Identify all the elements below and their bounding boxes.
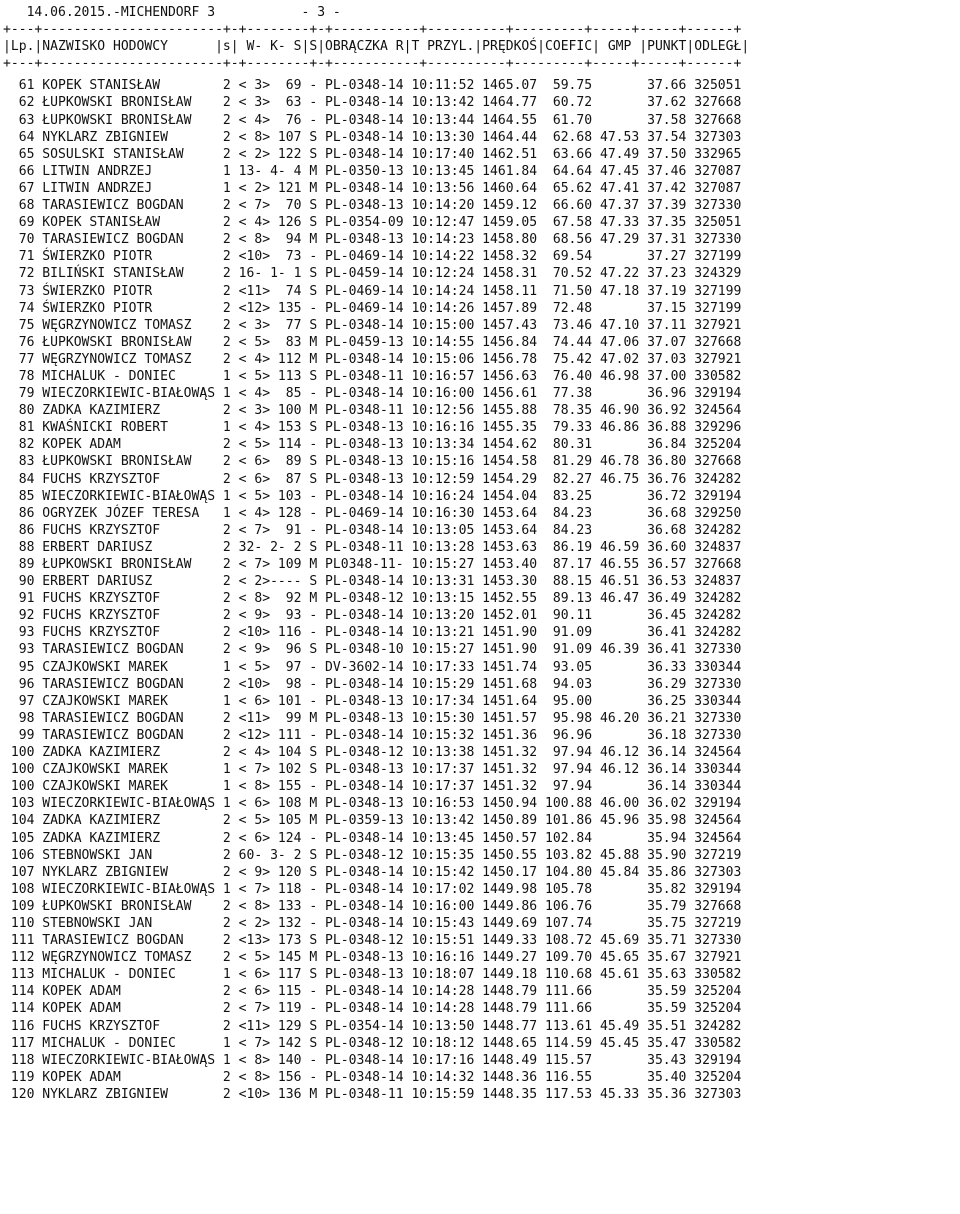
page-heading: 14.06.2015.-MICHENDORF 3 - 3 -: [3, 5, 341, 20]
table-row: 95 CZAJKOWSKI MAREK 1 < 5> 97 - DV-3602-14 10:17:33 1451.74 93.05 36.33 330344: [3, 659, 742, 675]
table-row: 73 ŚWIERZKO PIOTR 2 <11> 74 S PL-0469-14 10:14:24 1458.11 71.50 47.18 37.19 327199: [3, 283, 742, 299]
table-row: 100 CZAJKOWSKI MAREK 1 < 8> 155 - PL-0348-14 10:17:37 1451.32 97.94 36.14 330344: [3, 779, 742, 795]
column-header-row: |Lp.|NAZWISKO HODOWCY |s| W- K- S|S|OBRĄCZKA R|T PRZYL.|PRĘDKOŚ|COEFIC| GMP |PUNKT|ODLEGŁ|: [3, 39, 750, 55]
table-row: 114 KOPEK ADAM 2 < 6> 115 - PL-0348-14 10:14:28 1448.79 111.66 35.59 325204: [3, 984, 742, 1000]
table-row: 81 KWAŚNICKI ROBERT 1 < 4> 153 S PL-0348-13 10:16:16 1455.35 79.33 46.86 36.88 329296: [3, 420, 742, 436]
table-row: 83 ŁUPKOWSKI BRONISŁAW 2 < 6> 89 S PL-0348-13 10:15:16 1454.58 81.29 46.78 36.80 327668: [3, 454, 742, 470]
table-row: 86 OGRYZEK JÓZEF TERESA 1 < 4> 128 - PL-0469-14 10:16:30 1453.64 84.23 36.68 329250: [3, 505, 742, 521]
table-row: 63 ŁUPKOWSKI BRONISŁAW 2 < 4> 76 - PL-0348-14 10:13:44 1464.55 61.70 37.58 327668: [3, 112, 742, 128]
table-row: 77 WĘGRZYNOWICZ TOMASZ 2 < 4> 112 M PL-0348-14 10:15:06 1456.78 75.42 47.02 37.03 327921: [3, 351, 742, 367]
table-row: 82 KOPEK ADAM 2 < 5> 114 - PL-0348-13 10:13:34 1454.62 80.31 36.84 325204: [3, 437, 742, 453]
table-row: 86 FUCHS KRZYSZTOF 2 < 7> 91 - PL-0348-14 10:13:05 1453.64 84.23 36.68 324282: [3, 522, 742, 538]
table-row: 106 STEBNOWSKI JAN 2 60- 3- 2 S PL-0348-12 10:15:35 1450.55 103.82 45.88 35.90 327219: [3, 847, 742, 863]
table-row: 78 MICHALUK - DONIEC 1 < 5> 113 S PL-0348-11 10:16:57 1456.63 76.40 46.98 37.00 330582: [3, 368, 742, 384]
results-sheet: [3, 4, 749, 1103]
table-row: 107 NYKLARZ ZBIGNIEW 2 < 9> 120 S PL-0348-14 10:15:42 1450.17 104.80 45.84 35.86 327303: [3, 864, 742, 880]
table-row: 69 KOPEK STANISŁAW 2 < 4> 126 S PL-0354-09 10:12:47 1459.05 67.58 47.33 37.35 325051: [3, 215, 742, 231]
table-row: 61 KOPEK STANISŁAW 2 < 3> 69 - PL-0348-14 10:11:52 1465.07 59.75 37.66 325051: [3, 78, 742, 94]
table-row: 119 KOPEK ADAM 2 < 8> 156 - PL-0348-14 10:14:32 1448.36 116.55 35.40 325204: [3, 1069, 742, 1085]
results-table-body: [3, 77, 749, 1103]
table-row: 97 CZAJKOWSKI MAREK 1 < 6> 101 - PL-0348-13 10:17:34 1451.64 95.00 36.25 330344: [3, 693, 742, 709]
table-row: 85 WIECZORKIEWIC-BIAŁOWĄS 1 < 5> 103 - PL-0348-14 10:16:24 1454.04 83.25 36.72 329194: [3, 488, 742, 504]
table-row: 84 FUCHS KRZYSZTOF 2 < 6> 87 S PL-0348-13 10:12:59 1454.29 82.27 46.75 36.76 324282: [3, 471, 742, 487]
table-row: 100 CZAJKOWSKI MAREK 1 < 7> 102 S PL-0348-13 10:17:37 1451.32 97.94 46.12 36.14 330344: [3, 762, 742, 778]
table-row: 109 ŁUPKOWSKI BRONISŁAW 2 < 8> 133 - PL-0348-14 10:16:00 1449.86 106.76 35.79 327668: [3, 898, 742, 914]
table-row: 88 ERBERT DARIUSZ 2 32- 2- 2 S PL-0348-11 10:13:28 1453.63 86.19 46.59 36.60 324837: [3, 539, 742, 555]
table-row: 91 FUCHS KRZYSZTOF 2 < 8> 92 M PL-0348-12 10:13:15 1452.55 89.13 46.47 36.49 324282: [3, 591, 742, 607]
table-row: 114 KOPEK ADAM 2 < 7> 119 - PL-0348-14 10:14:28 1448.79 111.66 35.59 325204: [3, 1001, 742, 1017]
table-row: 62 ŁUPKOWSKI BRONISŁAW 2 < 3> 63 - PL-0348-14 10:13:42 1464.77 60.72 37.62 327668: [3, 95, 742, 111]
table-row: 108 WIECZORKIEWIC-BIAŁOWĄS 1 < 7> 118 - PL-0348-14 10:17:02 1449.98 105.78 35.82 329194: [3, 881, 742, 897]
table-row: 111 TARASIEWICZ BOGDAN 2 <13> 173 S PL-0348-12 10:15:51 1449.33 108.72 45.69 35.71 327330: [3, 933, 742, 949]
table-row: 92 FUCHS KRZYSZTOF 2 < 9> 93 - PL-0348-14 10:13:20 1452.01 90.11 36.45 324282: [3, 608, 742, 624]
table-row: 64 NYKLARZ ZBIGNIEW 2 < 8> 107 S PL-0348-14 10:13:30 1464.44 62.68 47.53 37.54 327303: [3, 129, 742, 145]
table-row: 96 TARASIEWICZ BOGDAN 2 <10> 98 - PL-0348-14 10:15:29 1451.68 94.03 36.29 327330: [3, 676, 742, 692]
table-row: 98 TARASIEWICZ BOGDAN 2 <11> 99 M PL-0348-13 10:15:30 1451.57 95.98 46.20 36.21 327330: [3, 710, 742, 726]
table-row: 76 ŁUPKOWSKI BRONISŁAW 2 < 5> 83 M PL-0459-13 10:14:55 1456.84 74.44 47.06 37.07 327668: [3, 334, 742, 350]
table-row: 74 ŚWIERZKO PIOTR 2 <12> 135 - PL-0469-14 10:14:26 1457.89 72.48 37.15 327199: [3, 300, 742, 316]
table-rule-bottom: +---+-----------------------+-+--------+-+-----------+----------+---------+-----+-----+------+: [3, 56, 742, 72]
table-row: 90 ERBERT DARIUSZ 2 < 2>---- S PL-0348-14 10:13:31 1453.30 88.15 46.51 36.53 324837: [3, 574, 742, 590]
table-row: 80 ZADKA KAZIMIERZ 2 < 3> 100 M PL-0348-11 10:12:56 1455.88 78.35 46.90 36.92 324564: [3, 403, 742, 419]
table-row: 89 ŁUPKOWSKI BRONISŁAW 2 < 7> 109 M PL0348-11- 10:15:27 1453.40 87.17 46.55 36.57 327668: [3, 557, 742, 572]
table-row: 71 ŚWIERZKO PIOTR 2 <10> 73 - PL-0469-14 10:14:22 1458.32 69.54 37.27 327199: [3, 249, 742, 265]
table-row: 112 WĘGRZYNOWICZ TOMASZ 2 < 5> 145 M PL-0348-13 10:16:16 1449.27 109.70 45.65 35.67 327921: [3, 950, 742, 966]
table-row: 93 TARASIEWICZ BOGDAN 2 < 9> 96 S PL-0348-10 10:15:27 1451.90 91.09 46.39 36.41 327330: [3, 642, 742, 658]
table-row: 70 TARASIEWICZ BOGDAN 2 < 8> 94 M PL-0348-13 10:14:23 1458.80 68.56 47.29 37.31 327330: [3, 232, 742, 248]
table-row: 104 ZADKA KAZIMIERZ 2 < 5> 105 M PL-0359-13 10:13:42 1450.89 101.86 45.96 35.98 324564: [3, 813, 742, 829]
table-row: 72 BILIŃSKI STANISŁAW 2 16- 1- 1 S PL-0459-14 10:12:24 1458.31 70.52 47.22 37.23 324329: [3, 266, 742, 282]
table-row: 65 SOSULSKI STANISŁAW 2 < 2> 122 S PL-0348-14 10:17:40 1462.51 63.66 47.49 37.50 332965: [3, 146, 742, 162]
table-row: 68 TARASIEWICZ BOGDAN 2 < 7> 70 S PL-0348-13 10:14:20 1459.12 66.60 47.37 37.39 327330: [3, 198, 742, 214]
table-row: 113 MICHALUK - DONIEC 1 < 6> 117 S PL-0348-13 10:18:07 1449.18 110.68 45.61 35.63 330582: [3, 967, 742, 983]
table-row: 93 FUCHS KRZYSZTOF 2 <10> 116 - PL-0348-14 10:13:21 1451.90 91.09 36.41 324282: [3, 625, 742, 641]
table-row: 105 ZADKA KAZIMIERZ 2 < 6> 124 - PL-0348-14 10:13:45 1450.57 102.84 35.94 324564: [3, 830, 742, 846]
table-row: 75 WĘGRZYNOWICZ TOMASZ 2 < 3> 77 S PL-0348-14 10:15:00 1457.43 73.46 47.10 37.11 327921: [3, 317, 742, 333]
table-row: 110 STEBNOWSKI JAN 2 < 2> 132 - PL-0348-14 10:15:43 1449.69 107.74 35.75 327219: [3, 915, 742, 931]
table-row: 100 ZADKA KAZIMIERZ 2 < 4> 104 S PL-0348-12 10:13:38 1451.32 97.94 46.12 36.14 324564: [3, 745, 742, 761]
table-row: 117 MICHALUK - DONIEC 1 < 7> 142 S PL-0348-12 10:18:12 1448.65 114.59 45.45 35.47 330582: [3, 1035, 742, 1051]
table-rule-top: +---+-----------------------+-+--------+-+-----------+----------+---------+-----+-----+------+: [3, 22, 742, 38]
table-row: 99 TARASIEWICZ BOGDAN 2 <12> 111 - PL-0348-14 10:15:32 1451.36 96.96 36.18 327330: [3, 727, 742, 743]
table-row: 79 WIECZORKIEWIC-BIAŁOWĄS 1 < 4> 85 - PL-0348-14 10:16:00 1456.61 77.38 36.96 329194: [3, 386, 742, 402]
table-row: 120 NYKLARZ ZBIGNIEW 2 <10> 136 M PL-0348-11 10:15:59 1448.35 117.53 45.33 35.36 327303: [3, 1086, 742, 1102]
table-row: 67 LITWIN ANDRZEJ 1 < 2> 121 M PL-0348-14 10:13:56 1460.64 65.62 47.41 37.42 327087: [3, 180, 742, 196]
table-row: 103 WIECZORKIEWIC-BIAŁOWĄS 1 < 6> 108 M PL-0348-13 10:16:53 1450.94 100.88 46.00 36.02 329194: [3, 796, 742, 812]
table-row: 116 FUCHS KRZYSZTOF 2 <11> 129 S PL-0354-14 10:13:50 1448.77 113.61 45.49 35.51 324282: [3, 1018, 742, 1034]
table-row: 66 LITWIN ANDRZEJ 1 13- 4- 4 M PL-0350-13 10:13:45 1461.84 64.64 47.45 37.46 327087: [3, 163, 742, 179]
table-row: 118 WIECZORKIEWIC-BIAŁOWĄS 1 < 8> 140 - PL-0348-14 10:17:16 1448.49 115.57 35.43 329194: [3, 1052, 742, 1068]
